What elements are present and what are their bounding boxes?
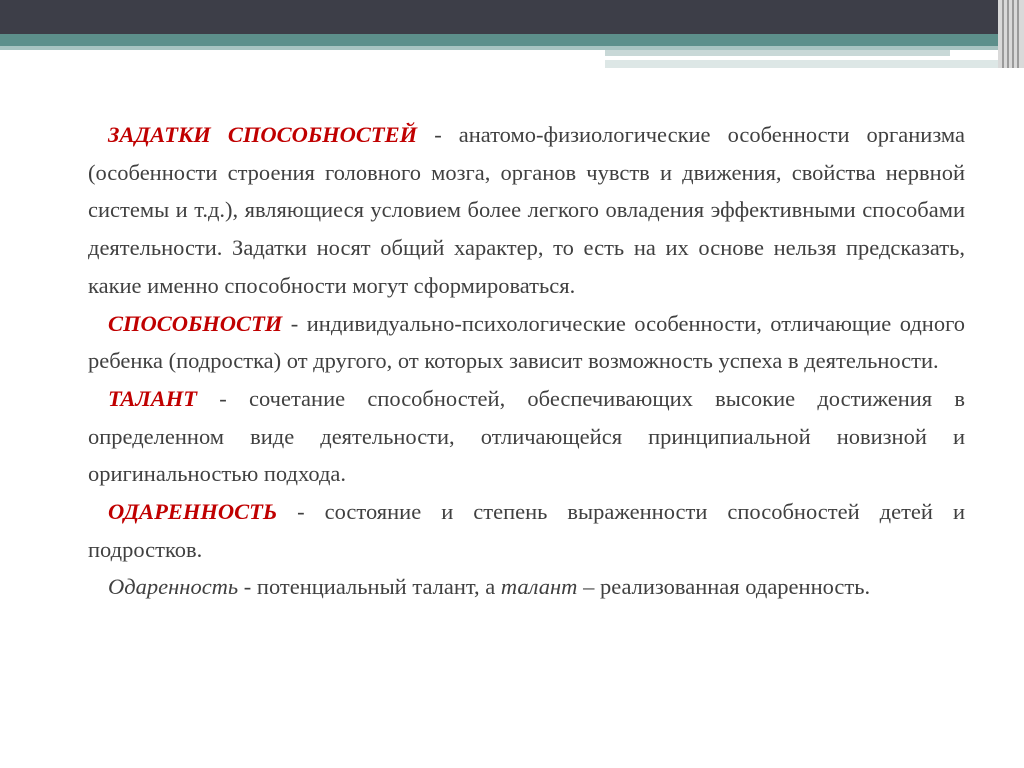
term-talant: ТАЛАНТ (108, 385, 198, 411)
definition-text: - состояние и степень выраженности способностей детей и подростков. (88, 499, 965, 562)
definition-talant (88, 380, 965, 493)
corner-decoration (998, 0, 1024, 68)
slide-body (88, 116, 965, 606)
summary-text: - потенциальный талант, а (238, 574, 501, 600)
summary-text-end: – реализованная одаренность. (577, 574, 871, 600)
term-odarennost: ОДАРЕННОСТЬ (108, 499, 278, 525)
header-bar (0, 0, 1024, 34)
summary-term-talant: талант (500, 574, 578, 600)
definition-text: - анатомо-физиологические особенности организма (особенности строения головного мозга, органов чувств и движения, свойства нервной системы и т.д.), являющиеся условием более легкого овладения эффективными способами деятельности. Задатки носят общий характер, то есть на их основе нельзя предсказать, какие именно способности могут сформироваться. (88, 122, 965, 298)
definition-zadatki (88, 116, 965, 305)
header-accent-line (605, 60, 1010, 68)
summary-paragraph (88, 568, 965, 606)
summary-term-odarennost: Одаренность (108, 574, 239, 600)
header-accent-band (0, 34, 1010, 46)
header-accent-line (605, 50, 950, 56)
definition-text: - индивидуально-психологические особенности, отличающие одного ребенка (подростка) от другого, от которых зависит возможность успеха в деятельности. (88, 310, 965, 374)
term-zadatki: ЗАДАТКИ СПОСОБНОСТЕЙ (108, 122, 418, 147)
term-sposobnosti: СПОСОБНОСТИ (108, 310, 283, 336)
definition-sposobnosti (88, 305, 965, 380)
definition-text: - сочетание способностей, обеспечивающих высокие достижения в определенном виде деятельности, отличающейся принципиальной новизной и оригинальностью подхода. (88, 385, 965, 487)
definition-odarennost (88, 493, 965, 568)
